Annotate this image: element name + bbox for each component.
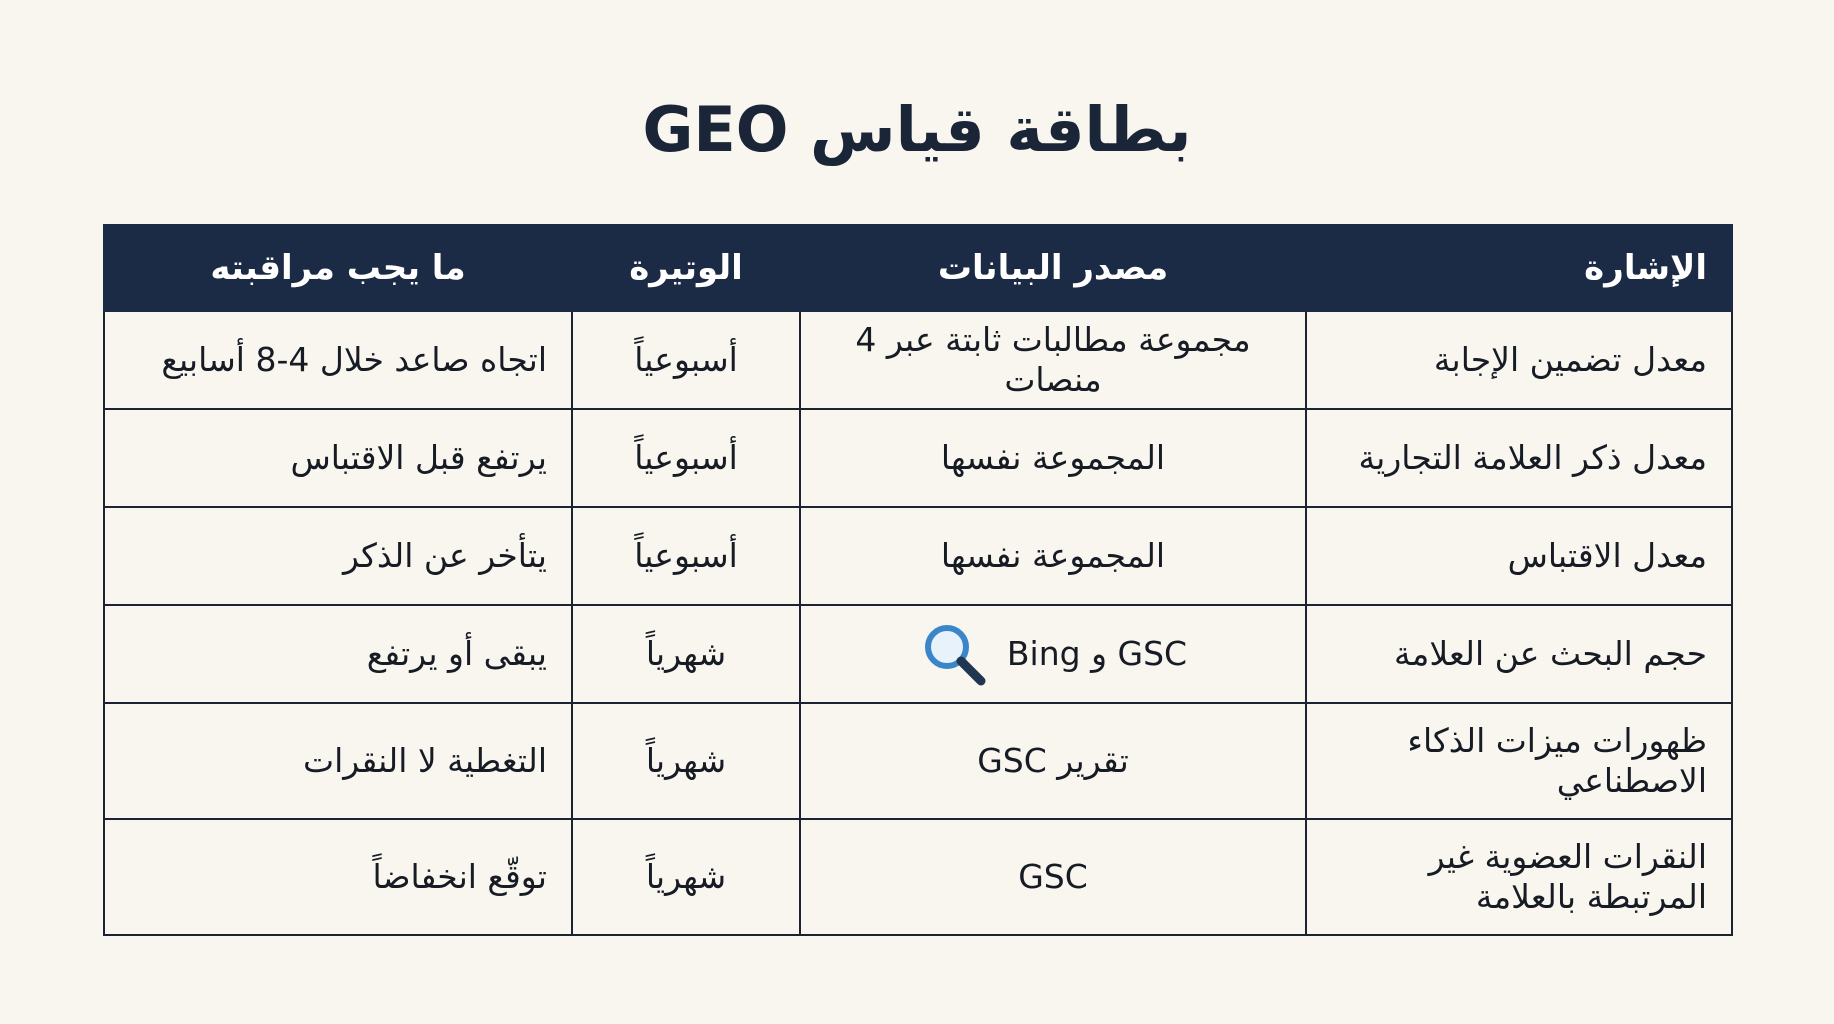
signal-cell: معدل ذكر العلامة التجارية: [1306, 409, 1732, 507]
source-cell: مجموعة مطالبات ثابتة عبر 4 منصات: [800, 311, 1306, 409]
table-row: [104, 819, 1732, 935]
source-cell: المجموعة نفسها: [800, 507, 1306, 605]
signal-cell: النقرات العضوية غير المرتبطة بالعلامة: [1306, 819, 1732, 935]
frequency-cell: شهرياً: [572, 703, 800, 819]
source-cell: [800, 605, 1306, 703]
signal-cell: معدل تضمين الإجابة: [1306, 311, 1732, 409]
geo-scorecard-table: [103, 224, 1733, 936]
watch-cell: يبقى أو يرتفع: [104, 605, 572, 703]
watch-cell: التغطية لا النقرات: [104, 703, 572, 819]
source-cell: GSC: [800, 819, 1306, 935]
signal-cell: حجم البحث عن العلامة: [1306, 605, 1732, 703]
table-header-row: [104, 225, 1732, 311]
frequency-cell: أسبوعياً: [572, 409, 800, 507]
watch-cell: يرتفع قبل الاقتباس: [104, 409, 572, 507]
watch-cell: يتأخر عن الذكر: [104, 507, 572, 605]
signal-cell: معدل الاقتباس: [1306, 507, 1732, 605]
header-signal: الإشارة: [1306, 225, 1732, 311]
table-row: [104, 605, 1732, 703]
source-text: GSC و Bing: [1006, 634, 1188, 673]
table-row: [104, 507, 1732, 605]
page-title: بطاقة قياس GEO: [642, 93, 1192, 166]
table-row: [104, 311, 1732, 409]
source-with-icon: [919, 619, 1187, 689]
header-what-to-watch: ما يجب مراقبته: [104, 225, 572, 311]
search-icon: [919, 619, 989, 689]
source-cell: تقرير GSC: [800, 703, 1306, 819]
source-cell: المجموعة نفسها: [800, 409, 1306, 507]
table-row: [104, 703, 1732, 819]
header-frequency: الوتيرة: [572, 225, 800, 311]
header-data-source: مصدر البيانات: [800, 225, 1306, 311]
watch-cell: اتجاه صاعد خلال 4-8 أسابيع: [104, 311, 572, 409]
signal-cell: ظهورات ميزات الذكاء الاصطناعي: [1306, 703, 1732, 819]
watch-cell: توقّع انخفاضاً: [104, 819, 572, 935]
frequency-cell: شهرياً: [572, 819, 800, 935]
table-row: [104, 409, 1732, 507]
frequency-cell: أسبوعياً: [572, 311, 800, 409]
frequency-cell: شهرياً: [572, 605, 800, 703]
frequency-cell: أسبوعياً: [572, 507, 800, 605]
